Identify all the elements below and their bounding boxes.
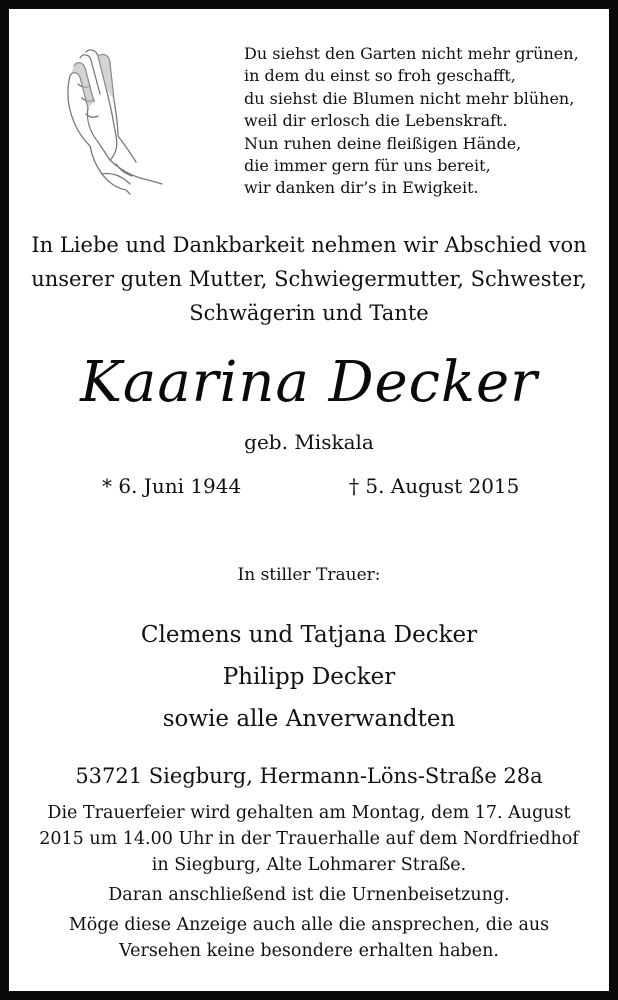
family-address: 53721 Siegburg, Hermann-Löns-Straße 28a [75, 764, 543, 788]
notes-line: 2015 um 14.00 Uhr in der Trauerhalle auf dem Nordfriedhof [39, 829, 579, 849]
poem-line: Nun ruhen deine fleißigen Hände, [244, 133, 522, 153]
birth-name: geb. Miskala [244, 430, 374, 454]
poem-line: die immer gern für uns bereit, [244, 156, 491, 176]
praying-hands-icon [56, 44, 168, 196]
notes-line: Daran anschließend ist die Urnenbeisetzung. [108, 885, 510, 905]
poem-line: Du siehst den Garten nicht mehr grünen, [244, 44, 579, 63]
deceased-name: Kaarina Decker [80, 350, 538, 415]
poem-line: in dem du einst so froh geschafft, [244, 66, 516, 86]
mourner-name: Clemens und Tatjana Decker [140, 622, 478, 648]
poem-line: du siehst die Blumen nicht mehr blühen, [244, 88, 575, 108]
notes-line: Versehen keine besondere erhalten haben. [119, 941, 499, 961]
mourner-name: sowie alle Anverwandten [162, 706, 456, 732]
mourners-list [0, 614, 618, 740]
birth-date: * 6. Juni 1944 [102, 474, 242, 498]
intro-line: Schwägerin und Tante [189, 301, 429, 325]
notes-line: Möge diese Anzeige auch alle die ansprechen, die aus [68, 915, 550, 935]
poem [244, 43, 604, 200]
ceremony-notes [0, 800, 618, 964]
notes-line: in Siegburg, Alte Lohmarer Straße. [151, 855, 467, 875]
intro-line: In Liebe und Dankbarkeit nehmen wir Abschied von [31, 233, 587, 257]
poem-line: weil dir erlosch die Lebenskraft. [244, 111, 508, 131]
death-date: † 5. August 2015 [349, 474, 520, 498]
intro-line: unserer guten Mutter, Schwiegermutter, Schwester, [31, 267, 587, 291]
mourning-heading: In stiller Trauer: [237, 565, 381, 585]
mourner-name: Philipp Decker [222, 664, 396, 690]
poem-line: wir danken dir’s in Ewigkeit. [244, 178, 479, 198]
notes-line: Die Trauerfeier wird gehalten am Montag, dem 17. August [47, 803, 571, 823]
farewell-intro [0, 228, 618, 330]
